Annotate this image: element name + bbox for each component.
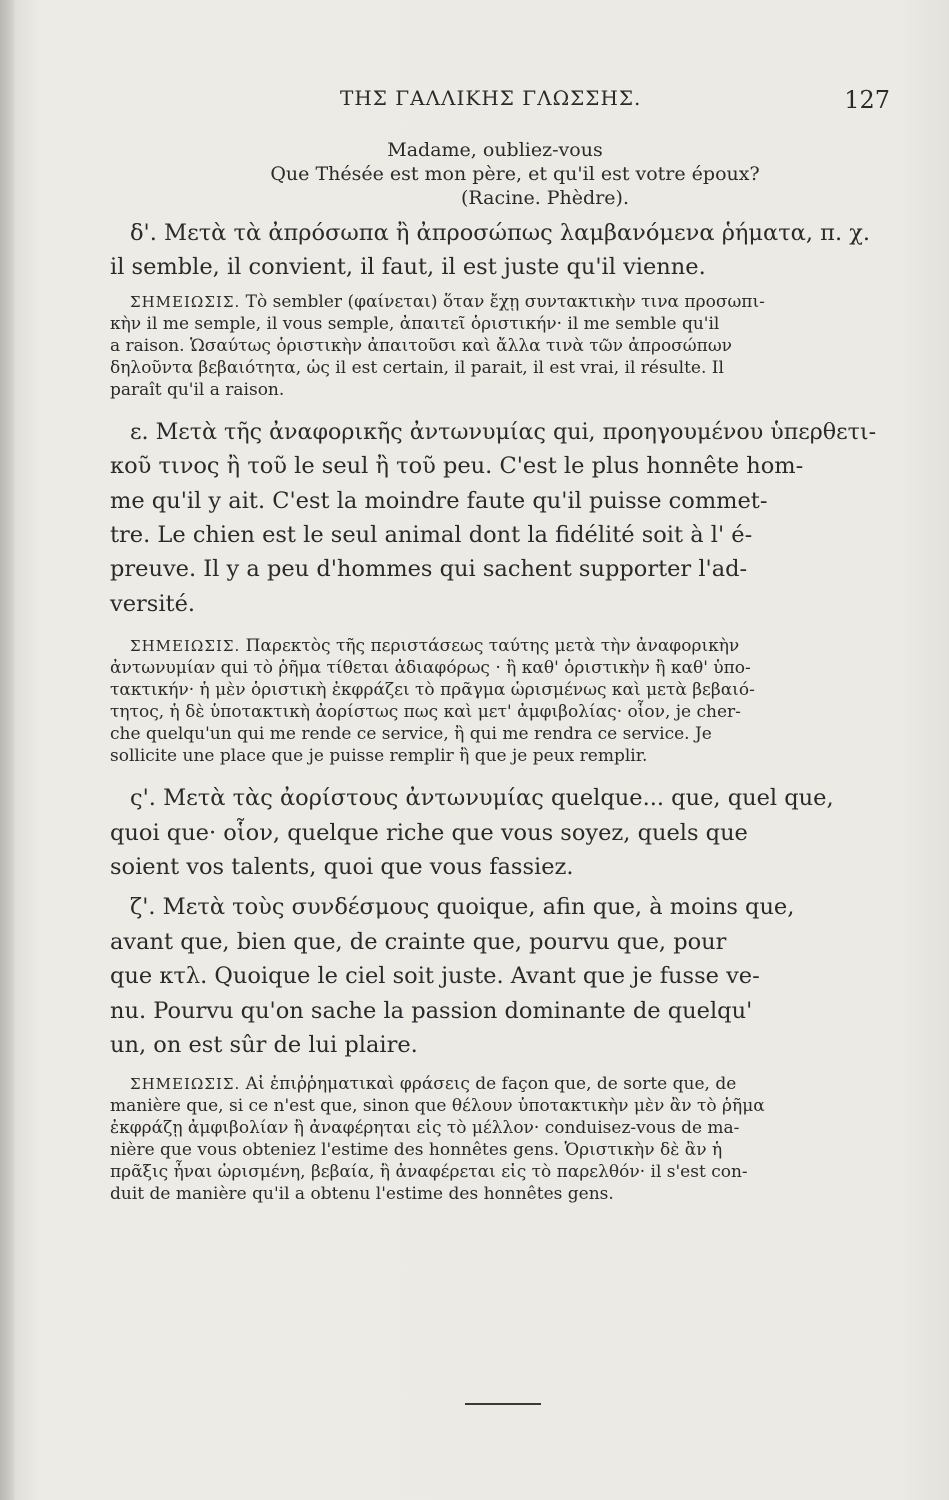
- verse-quote: [110, 138, 880, 210]
- note-text: Τὸ sembler (φαίνεται) ὅταν ἔχῃ συντακτικὴν τινα προσωπι-: [245, 291, 765, 312]
- page-gutter: [0, 0, 14, 1500]
- quote-line: Madame, oubliez-vous: [387, 139, 603, 161]
- note-line: nière que vous obteniez l'estime des honnêtes gens. Ὁριστικὴν δὲ ἂν ἡ: [110, 1139, 723, 1160]
- note-line: ἐκφράζῃ ἀμφιβολίαν ἢ ἀναφέρηται εἰς τὸ μέλλον· conduisez-vous de ma-: [110, 1117, 740, 1138]
- section-divider: [465, 1403, 541, 1405]
- section-epsilon: [110, 415, 880, 621]
- note-line: δηλοῦντα βεβαιότητα, ὡς il est certain, il parait, il est vrai, il résulte. Il: [110, 357, 724, 378]
- note-line: che quelqu'un qui me rende ce service, ἢ qui me rendra ce service. Je: [110, 724, 712, 745]
- text-line: tre. Le chien est le seul animal dont la fidélité soit à l' é-: [110, 522, 753, 549]
- page-header: [110, 86, 890, 116]
- quote-line: Que Thésée est mon père, et qu'il est votre époux?: [270, 163, 760, 185]
- text-line: versité.: [110, 590, 196, 617]
- quote-citation: (Racine. Phèdre).: [461, 187, 629, 209]
- text-line: quoi que· οἷον, quelque riche que vous soyez, quels que: [110, 819, 748, 846]
- note-line: [110, 635, 880, 657]
- running-head: ΤΗΣ ΓΑΛΛΙΚΗΣ ΓΛΩΣΣΗΣ.: [340, 86, 642, 110]
- text-line: il semble, il convient, il faut, il est juste qu'il vienne.: [110, 254, 706, 281]
- note-line: [110, 291, 880, 313]
- text-line: δ'. Μετὰ τὰ ἀπρόσωπα ἢ ἀπροσώπως λαμβανόμενα ῥήματα, π. χ.: [130, 220, 871, 246]
- note-line: ἀντωνυμίαν qui τὸ ῥῆμα τίθεται ἀδιαφόρως · ἢ καθ' ὁριστικὴν ἢ καθ' ὑπο-: [110, 658, 751, 679]
- note-line: duit de manière qu'il a obtenu l'estime des honnêtes gens.: [110, 1183, 614, 1204]
- note-line: paraît qu'il a raison.: [110, 379, 285, 400]
- section-stigma: [110, 781, 880, 884]
- text-line: ς'. Μετὰ τὰς ἀορίστους ἀντωνυμίας quelque... que, quel que,: [130, 785, 834, 812]
- text-line: me qu'il y ait. C'est la moindre faute qu'il puisse commet-: [110, 487, 768, 514]
- note-sembler: [110, 291, 880, 401]
- note-line: πρᾶξις ἦναι ὡρισμένη, βεβαία, ἢ ἀναφέρεται εἰς τὸ παρελθόν· il s'est con-: [110, 1161, 748, 1182]
- note-text: Αἱ ἐπιῤῥηματικαὶ φράσεις de façon que, de sorte que, de: [245, 1073, 737, 1094]
- note-line: τακτικήν· ἡ μὲν ὁριστικὴ ἐκφράζει τὸ πρᾶγμα ὡρισμένως καὶ μετὰ βεβαιό-: [110, 680, 755, 701]
- text-line: ζ'. Μετὰ τοὺς συνδέσμους quoique, afin que, à moins que,: [130, 894, 795, 921]
- text-line: avant que, bien que, de crainte que, pourvu que, pour: [110, 928, 727, 955]
- page-number: 127: [844, 86, 890, 114]
- page-body: [110, 138, 880, 1205]
- text-line: un, on est sûr de lui plaire.: [110, 1032, 418, 1059]
- text-line: soient vos talents, quoi que vous fassiez.: [110, 854, 574, 881]
- note-line: κὴν il me semple, il vous semple, ἀπαιτεῖ ὁριστικήν· il me semble qu'il: [110, 313, 720, 334]
- note-line: manière que, si ce n'est que, sinon que θέλουν ὑποτακτικὴν μὲν ἂν τὸ ῥῆμα: [110, 1095, 765, 1116]
- text-line: κοῦ τινος ἢ τοῦ le seul ἢ τοῦ peu. C'est le plus honnête hom-: [110, 453, 804, 480]
- text-line: que κτλ. Quoique le ciel soit juste. Avant que je fusse ve-: [110, 963, 760, 990]
- text-line: ε. Μετὰ τῆς ἀναφορικῆς ἀντωνυμίας qui, προηγουμένου ὑπερθετι-: [130, 418, 877, 445]
- section-delta: [110, 216, 880, 285]
- note-de-facon-que: [110, 1073, 880, 1205]
- note-line: sollicite une place que je puisse remplir ἢ que je peux remplir.: [110, 746, 648, 767]
- text-line: nu. Pourvu qu'on sache la passion dominante de quelqu': [110, 997, 753, 1024]
- note-label: ΣΗΜΕΙΩΣΙΣ.: [130, 637, 241, 656]
- note-label: ΣΗΜΕΙΩΣΙΣ.: [130, 292, 241, 311]
- note-text: Παρεκτὸς τῆς περιστάσεως ταύτης μετὰ τὴν ἀναφορικὴν: [245, 636, 740, 657]
- note-line: τητος, ἡ δὲ ὑποτακτικὴ ἀορίστως πως καὶ μετ' ἀμφιβολίας· οἷον, je cher-: [110, 702, 741, 723]
- note-line: a raison. Ὡσαύτως ὁριστικὴν ἀπαιτοῦσι καὶ ἄλλα τινὰ τῶν ἀπροσώπων: [110, 335, 733, 356]
- note-line: [110, 1073, 880, 1095]
- note-label: ΣΗΜΕΙΩΣΙΣ.: [130, 1074, 241, 1093]
- note-qui: [110, 635, 880, 767]
- section-zeta: [110, 890, 880, 1062]
- text-line: preuve. Il y a peu d'hommes qui sachent supporter l'ad-: [110, 556, 748, 583]
